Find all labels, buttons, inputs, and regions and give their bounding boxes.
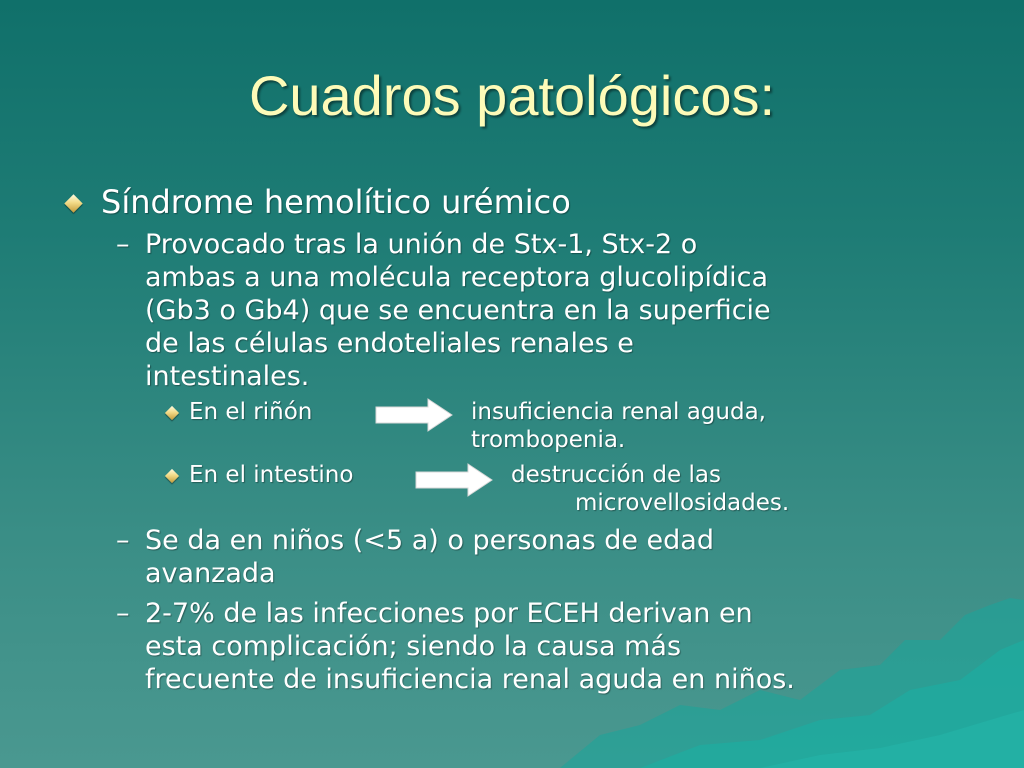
right-arrow-icon	[414, 462, 494, 498]
kidney-result-line-1: insuficiencia renal aguda,	[471, 399, 766, 425]
slide-title: Cuadros patológicos:	[248, 64, 776, 127]
bullet-heading: Síndrome hemolítico urémico	[101, 183, 571, 221]
sub-point-1-line-5: intestinales.	[145, 361, 310, 392]
sub-point-1-line-4: de las células endoteliales renales e	[145, 328, 634, 359]
sub-point-2-line-2: avanzada	[145, 558, 276, 589]
sub-point-1-line-3: (Gb3 o Gb4) que se encuentra en la superficie	[145, 295, 771, 326]
sub-point-3-line-2: esta complicación; siendo la causa más	[145, 631, 682, 662]
dash-marker: –	[116, 525, 130, 556]
intestine-label: En el intestino	[189, 462, 354, 488]
right-arrow-icon	[374, 397, 454, 433]
sub-point-2-line-1: Se da en niños (<5 a) o personas de edad	[145, 525, 714, 556]
kidney-label: En el riñón	[189, 399, 313, 425]
kidney-result-line-2: trombopenia.	[471, 427, 626, 453]
sub-point-1-line-2: ambas a una molécula receptora glucolipídica	[145, 262, 769, 293]
sub-point-3-line-3: frecuente de insuficiencia renal aguda en niños.	[145, 664, 795, 695]
dash-marker: –	[116, 598, 130, 629]
sub-point-3-line-1: 2-7% de las infecciones por ECEH derivan en	[145, 598, 753, 629]
intestine-result-line-2: microvellosidades.	[575, 490, 790, 516]
sub-point-1-line-1: Provocado tras la unión de Stx-1, Stx-2 o	[145, 229, 698, 260]
dash-marker: –	[116, 229, 130, 260]
intestine-result-line-1: destrucción de las	[511, 462, 721, 488]
